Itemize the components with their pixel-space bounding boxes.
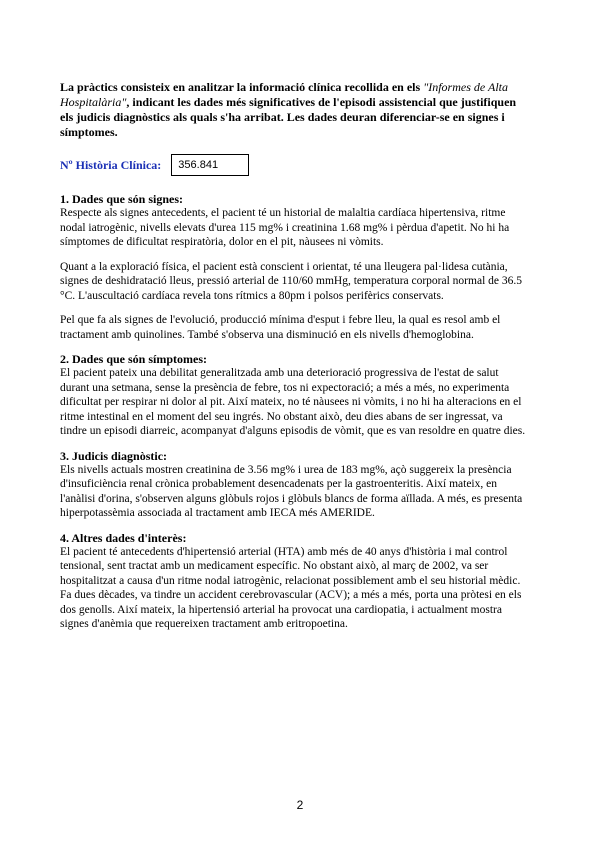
section-paragraph: Quant a la exploració física, el pacient està conscient i orientat, té una lleugera pal·lidesa cutània, signes de deshidratació lleus, pressió arterial de 110/60 mmHg, temperatura corporal normal de 36.5 °C. L'auscultació cardíaca revela tons rítmics a 80pm i polsos perifèrics conservats. [60,260,522,302]
intro-paragraph [60,80,530,140]
section-paragraph: Pel que fa als signes de l'evolució, producció mínima d'esput i febre lleu, la qual es resol amb el tractament amb quinolines. També s'observa una disminució en els nivells d'hemoglobina. [60,314,501,341]
historia-clinica-label: Nº Història Clínica: [60,157,162,172]
section-heading: 2. Dades que són símptomes: [60,352,208,366]
page-number: 2 [296,798,304,812]
section-judicis [60,449,530,521]
section-paragraph: El pacient pateix una debilitat generalitzada amb una deterioració progressiva de l'estat de salut durant una setmana, sense la presència de febre, tos ni expectoració; a més a més, no experimenta dificultat per respirar ni dolor al pit. Així mateix, no té nàusees ni vòmits, i no hi ha alteracions en el ritme intestinal en el moment del seu ingrés. No obstant això, deu dies abans de ser ingressat, va tindre un episodi diarreic, acompanyat d'alguns episodis de vòmit, que es van resoldre en quatre dies. [60,367,526,437]
document-page [60,80,530,642]
intro-text-start: La pràctics consisteix en analitzar la informació clínica recollida en els [60,80,424,94]
section-altres-dades [60,531,530,632]
historia-clinica-field[interactable]: 356.841 [171,154,249,176]
section-simptomes [60,352,530,439]
section-signes [60,192,530,342]
section-paragraph: Respecte als signes antecedents, el pacient té un historial de malaltia cardíaca hipertensiva, ritme nodal iatrogènic, nivells elevats d'urea 115 mg% i creatinina 1.68 mg% i pèrdua d'apetit. No hi ha símptomes de dificultat respiratòria, dolor en el pit, nàusees ni vòmits. [60,207,510,248]
section-paragraph: Els nivells actuals mostren creatinina de 3.56 mg% i urea de 183 mg%, açò suggereix la presència d'insuficiència renal crònica probablement desencadenats per la gastroenteritis. Així mateix, en l'anàlisi d'orina, s'observen alguns glòbuls rojos i glòbuls blancs de forma aïllada. A més, es presenta hiperpotassèmia associada al tractament amb IECA més AMERIDE. [60,463,523,519]
intro-italic-title: "Informes de Alta Hospitalària" [60,80,508,109]
section-heading: 4. Altres dades d'interès: [60,530,187,545]
section-paragraph: El pacient té antecedents d'hipertensió arterial (HTA) amb més de 40 anys d'història i mal control tensional, sent tractat amb un medicament específic. No obstant això, al març de 2002, va ser hospitalitzat a causa d'un ritme nodal iatrogènic, relacionat possiblement amb el seu historial mèdic. Fa dues dècades, va tindre un accident cerebrovascular (ACV); a més a més, porta una pròtesi en els dos genolls. Així mateix, la hipertensió arterial ha provocat una cardiopatia, i actualment mostra signes d'anèmia que requereixen tractament amb eritropoetina. [60,545,522,630]
intro-text-end: , indicant les dades més significatives de l'episodi assistencial que justifiquen els judicis diagnòstics als quals s'ha arribat. Les dades deuran diferenciar-se en signes i símptomes. [60,95,517,139]
historia-clinica-row [60,154,530,176]
section-heading: 3. Judicis diagnòstic: [60,448,168,463]
section-heading: 1. Dades que són signes: [60,192,184,206]
